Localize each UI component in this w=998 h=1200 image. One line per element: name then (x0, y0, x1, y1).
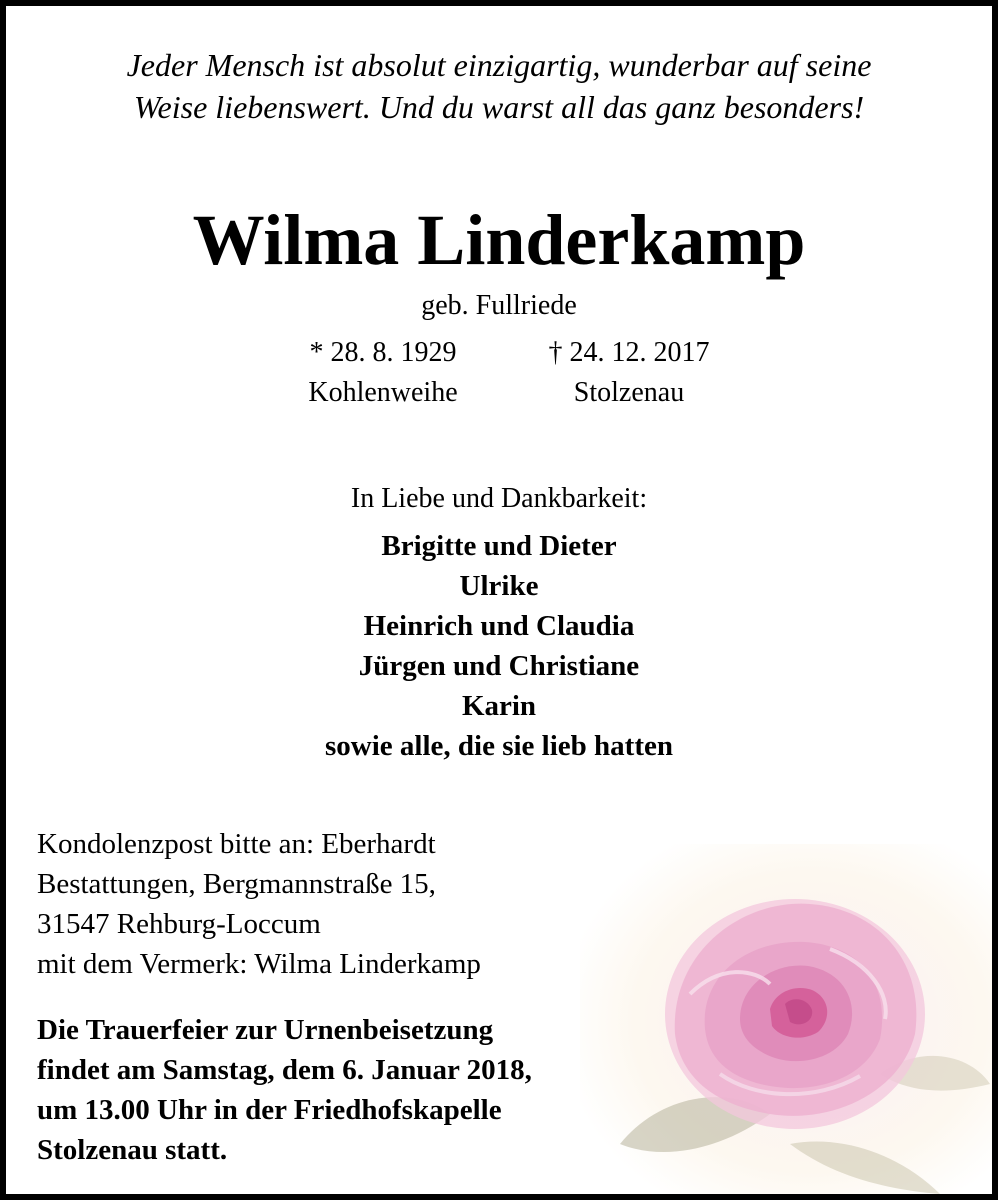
funeral-ceremony-notice (37, 1010, 532, 1170)
ceremony-line: um 13.00 Uhr in der Friedhofskapelle (37, 1094, 502, 1126)
condolence-line: Bestattungen, Bergmannstraße 15, (37, 868, 436, 900)
birth-place: Kohlenweihe (308, 377, 458, 408)
deceased-name: Wilma Linderkamp (192, 200, 806, 280)
ceremony-line: Die Trauerfeier zur Urnenbeisetzung (37, 1014, 494, 1046)
condolence-line: mit dem Vermerk: Wilma Linderkamp (37, 948, 481, 980)
mourners-intro: In Liebe und Dankbarkeit: (350, 483, 648, 514)
motto-line-1: Jeder Mensch ist absolut einzigartig, wunderbar auf seine (126, 47, 872, 83)
rose-illustration (580, 844, 998, 1200)
birth-date: * 28. 8. 1929 (309, 337, 457, 368)
death-info (514, 333, 744, 413)
mourner-name: sowie alle, die sie lieb hatten (325, 730, 673, 762)
maiden-name: geb. Fullriede (421, 290, 577, 321)
motto-quote (6, 44, 992, 128)
mourner-name: Karin (461, 690, 537, 722)
ceremony-line: findet am Samstag, dem 6. Januar 2018, (37, 1054, 532, 1086)
death-place: Stolzenau (573, 377, 685, 408)
death-date: † 24. 12. 2017 (548, 337, 710, 368)
mourners-list (6, 526, 992, 766)
mourner-name: Brigitte und Dieter (381, 530, 617, 562)
condolence-line: 31547 Rehburg-Loccum (37, 908, 321, 940)
birth-info (268, 333, 498, 413)
motto-line-2: Weise liebenswert. Und du warst all das ganz besonders! (133, 89, 865, 125)
mourner-name: Jürgen und Christiane (358, 650, 640, 682)
condolence-address (37, 824, 481, 984)
mourner-name: Ulrike (459, 570, 539, 602)
condolence-line: Kondolenzpost bitte an: Eberhardt (37, 828, 436, 860)
mourner-name: Heinrich und Claudia (363, 610, 635, 642)
ceremony-line: Stolzenau statt. (37, 1134, 228, 1166)
